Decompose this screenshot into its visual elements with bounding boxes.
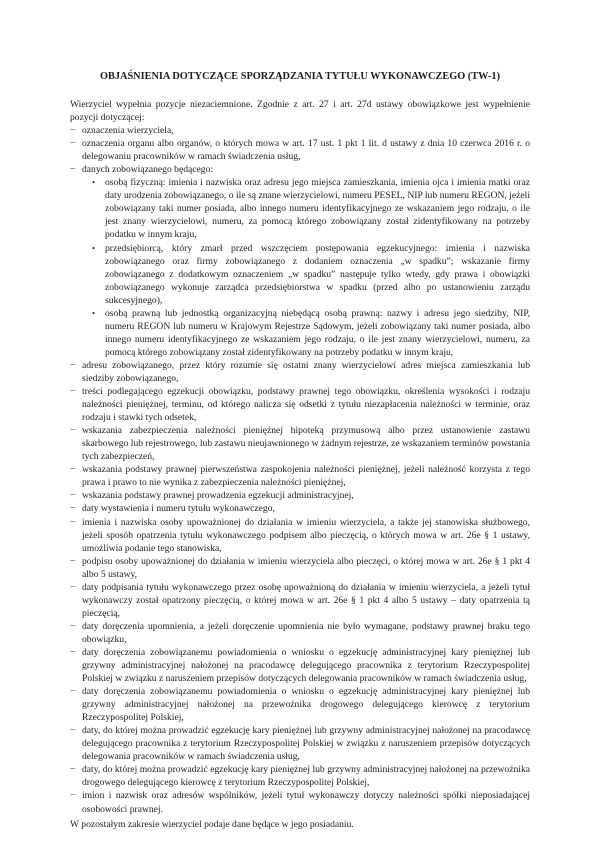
list-item bbox=[70, 516, 530, 555]
sublist-item bbox=[70, 176, 530, 241]
list-item bbox=[70, 124, 530, 137]
dash-marker: − bbox=[70, 138, 76, 150]
list-item-text: wskazania zabezpieczenia należności pieniężnej hipoteką przymusową albo przez ustanowienie zastawu skarbowego lub rejestrowego, lub zastawu nieujawnionego w żadnym rejestrze, ze wskazaniem terminów powstania tych zabezpieczeń, bbox=[82, 425, 530, 463]
dash-marker: − bbox=[70, 764, 76, 776]
sublist-item-text: przedsiębiorcą, który zmarł przed wszczęciem postępowania egzekucyjnego: imienia i nazwiska zobowiązanego oraz firmy zobowiązanego z dodaniem oznaczenia „w spadku”; wskazanie firmy zobowiązanego z dodatkowym oznaczeniem „w spadku” następuje tylko wtedy, gdy prawa i obowiązki zobowiązanego wykonuje zarządca przedsiębiorstwa w spadku (przed albo po ustanowieniu zarządu sukcesyjnego), bbox=[105, 242, 530, 306]
list-item-text: treści podlegającego egzekucji obowiązku, podstawy prawnej tego obowiązku, określenia wysokości i rodzaju należności pieniężnej, terminu, od którego nalicza się odsetki z tytułu niezapłacenia należności w terminie, oraz rodzaju i stawki tych odsetek, bbox=[82, 386, 530, 424]
dash-marker: − bbox=[70, 503, 76, 515]
list-item bbox=[70, 685, 530, 724]
list-item-text: daty doręczenia zobowiązanemu powiadomienia o wniosku o egzekucję administracyjnej kary pieniężnej lub grzywny administracyjnej nałożonej na przewoźnika drogowego delegującego kierowcę z terytorium Rzeczypospolitej Polskiej, bbox=[82, 686, 530, 724]
dash-marker: − bbox=[70, 581, 76, 593]
list-item bbox=[70, 555, 530, 581]
list-item-text: daty, do której można prowadzić egzekucję kary pieniężnej lub grzywny administracyjnej nałożonej na pracodawcę delegującego pracownika z terytorium Rzeczypospolitej Polskiej w związku z naruszeniem przepisów dotyczących delegowania pracowników w ramach świadczenia usług, bbox=[82, 725, 530, 763]
list-item-text: daty doręczenia upomnienia, a jeżeli doręczenie upomnienia nie było wymagane, podstawy prawnej braku tego obowiązku, bbox=[82, 620, 530, 645]
list-item-text: oznaczenia wierzyciela, bbox=[82, 125, 174, 137]
dash-marker: − bbox=[70, 646, 76, 658]
dash-marker: − bbox=[70, 490, 76, 502]
page-title: OBJAŚNIENIA DOTYCZĄCE SPORZĄDZANIA TYTUŁU WYKONAWCZEGO (TW-1) bbox=[99, 71, 501, 82]
dash-marker: − bbox=[70, 686, 76, 698]
list-item bbox=[70, 620, 530, 646]
list-item-text: wskazania podstawy prawnej prowadzenia egzekucji administracyjnej, bbox=[82, 490, 354, 502]
dash-marker: − bbox=[70, 620, 76, 632]
bullet-marker: • bbox=[92, 177, 95, 188]
sublist-item-text: osobą prawną lub jednostką organizacyjną niebędącą osobą prawną: nazwy i adresu jego siedziby, NIP, numeru REGON lub numeru w Krajowym Rejestrze Sądowym, jeżeli zobowiązany taki numer posiada, albo innego numeru identyfikacyjnego ze wskazaniem jego rodzaju, o ile jest znany wierzycielowi, numeru, za pomocą którego zobowiązany został zidentyfikowany na potrzeby podatku w innym kraju, bbox=[105, 307, 530, 358]
list-item bbox=[70, 463, 530, 489]
dash-marker: − bbox=[70, 516, 76, 528]
dash-marker: − bbox=[70, 386, 76, 398]
list-item bbox=[70, 163, 530, 176]
dash-marker: − bbox=[70, 425, 76, 437]
list-item bbox=[70, 581, 530, 620]
list-item bbox=[70, 502, 530, 515]
sublist-item bbox=[70, 307, 530, 359]
list-item-text: oznaczenia organu albo organów, o których mowa w art. 17 ust. 1 pkt 1 lit. d ustawy z dnia 10 czerwca 2016 r. o delegowaniu pracowników w ramach świadczenia usług, bbox=[82, 138, 530, 163]
list-item-text: wskazania podstawy prawnej pierwszeństwa zaspokojenia należności pieniężnej, jeżeli należność korzysta z tego prawa i prawo to nie wynika z zabezpieczenia należności pieniężnej, bbox=[82, 464, 530, 489]
list-item bbox=[70, 385, 530, 424]
closing-paragraph: W pozostałym zakresie wierzyciel podaje dane będące w jego posiadaniu. bbox=[70, 818, 354, 830]
list-item bbox=[70, 646, 530, 685]
list-item bbox=[70, 763, 530, 789]
sublist-obligor-types bbox=[70, 176, 530, 359]
dash-marker: − bbox=[70, 125, 76, 137]
list-item-text: imion i nazwisk oraz adresów wspólników, jeżeli tytuł wykonawczy dotyczy należności spółki nieposiadającej osobowości prawnej. bbox=[82, 790, 530, 815]
list-item-text: daty podpisania tytułu wykonawczego przez osobę upoważnioną do działania w imieniu wierzyciela, a jeżeli tytuł wykonawczy został opatrzony pieczęcią, o której mowa w art. 26e § 1 pkt 4 albo 5 ustawy – daty opatrzenia tą pieczęcią, bbox=[82, 581, 530, 619]
bullet-marker: • bbox=[92, 307, 95, 318]
dash-marker: − bbox=[70, 555, 76, 567]
sublist-item bbox=[70, 242, 530, 307]
list-item-text: adresu zobowiązanego, przez który rozumie się ostatni znany wierzycielowi adres miejsca zamieszkania lub siedziby zobowiązanego, bbox=[82, 359, 530, 384]
list-item bbox=[70, 137, 530, 163]
list-item bbox=[70, 359, 530, 385]
dash-marker: − bbox=[70, 790, 76, 802]
list-item-text: imienia i nazwiska osoby upoważnionej do działania w imieniu wierzyciela, a także jej stanowiska służbowego, jeżeli sposób opatrzenia tytułu wykonawczego podpisem albo pieczęcią, o których mowa w art. 26e § 1 ustawy, umożliwia podanie tego stanowiska, bbox=[82, 516, 530, 554]
dash-marker: − bbox=[70, 359, 76, 371]
list-item bbox=[70, 789, 530, 815]
list-item-text: podpisu osoby upoważnionej do działania w imieniu wierzyciela albo pieczęci, o której mowa w art. 26e § 1 pkt 4 albo 5 ustawy, bbox=[82, 555, 530, 580]
intro-paragraph: Wierzyciel wypełnia pozycje niezaciemnione. Zgodnie z art. 27 i art. 27d ustawy obowiązkowe jest wypełnienie pozycji dotyczącej: bbox=[70, 99, 530, 124]
list-item bbox=[70, 489, 530, 502]
dash-marker: − bbox=[70, 725, 76, 737]
list-item-text: danych zobowiązanego będącego: bbox=[82, 164, 214, 176]
dash-marker: − bbox=[70, 164, 76, 176]
list-item-text: daty, do której można prowadzić egzekucję kary pieniężnej lub grzywny administracyjnej nałożonej na przewoźnika drogowego delegującego kierowcę z terytorium Rzeczypospolitej Polskiej, bbox=[82, 764, 530, 789]
list-item bbox=[70, 724, 530, 763]
list-item bbox=[70, 424, 530, 463]
requirements-list bbox=[70, 124, 530, 815]
bullet-marker: • bbox=[92, 242, 95, 253]
dash-marker: − bbox=[70, 464, 76, 476]
list-item-text: daty doręczenia zobowiązanemu powiadomienia o wniosku o egzekucję administracyjnej kary pieniężnej lub grzywny administracyjnej nałożonej na pracodawcę delegującego pracownika z terytorium Rzeczypospolitej Polskiej w związku z naruszeniem przepisów dotyczących delegowania pracowników w ramach świadczenia usług, bbox=[82, 646, 530, 685]
list-item-text: daty wystawienia i numeru tytułu wykonawczego, bbox=[82, 503, 275, 515]
sublist-item-text: osobą fizyczną: imienia i nazwiska oraz adresu jego miejsca zamieszkania, imienia ojca i imienia matki oraz daty urodzenia zobowiązanego, o ile są znane wierzycielowi, numeru PESEL, NIP lub numeru REGON, jeżeli zobowiązany taki numer posiada, albo innego numeru identyfikacyjnego ze wskazaniem jego rodzaju, o ile jest znany wierzycielowi, numeru, za pomocą którego zobowiązany został zidentyfikowany na potrzeby podatku w innym kraju, bbox=[105, 177, 530, 241]
